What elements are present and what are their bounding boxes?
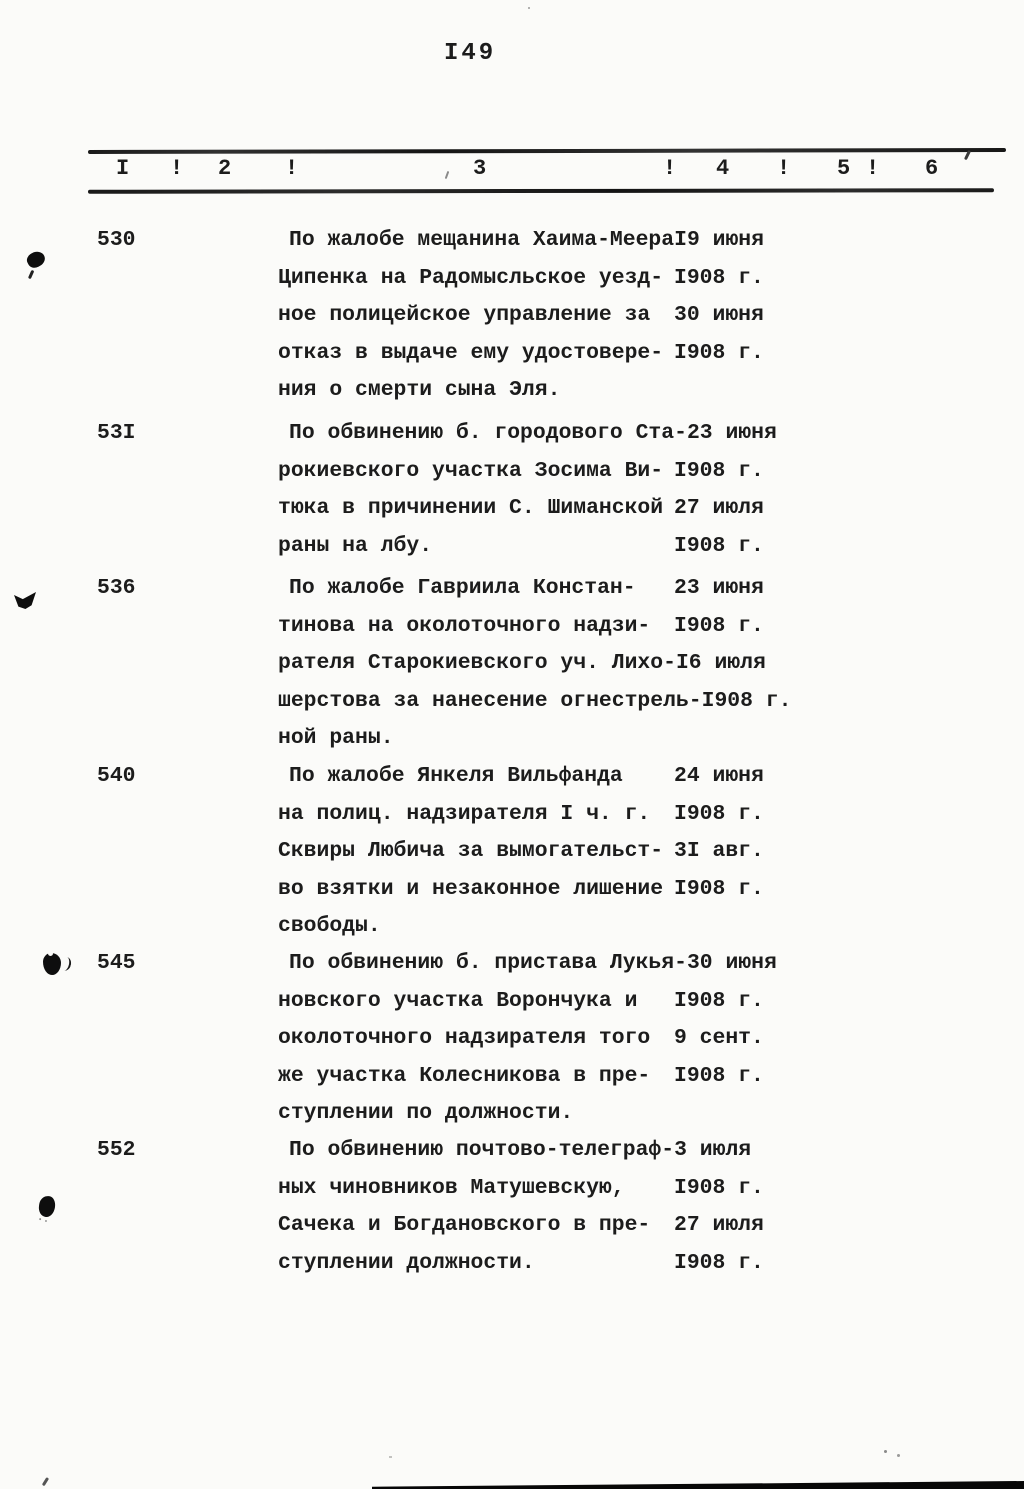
case-number: 552 <box>97 1138 136 1162</box>
case-date: I908 г. <box>674 988 764 1013</box>
inventory-entry <box>0 1132 1024 1282</box>
case-description-line: тинова на околоточного надзи- <box>278 613 651 638</box>
case-description-line: новского участка Ворончука и <box>278 988 638 1013</box>
case-date: I908 г. <box>674 1175 764 1200</box>
case-date: I908 г. <box>701 688 792 713</box>
case-date: 9 сент. <box>674 1026 764 1050</box>
column-header-1: I <box>116 156 130 181</box>
case-description-line: раны на лбу. <box>278 533 433 558</box>
column-header-6: ! <box>663 156 677 181</box>
case-description-line: во взятки и незаконное лишение <box>278 876 664 901</box>
case-description-line: свободы. <box>278 914 381 938</box>
entry-line <box>278 335 1024 373</box>
case-description-line: же участка Колесникова в пре- <box>278 1063 651 1088</box>
case-date: 27 июля <box>674 1213 764 1237</box>
entry-line <box>278 1132 1024 1170</box>
case-number: 545 <box>97 951 136 975</box>
entry-lines <box>278 570 1024 758</box>
entry-line <box>278 260 1024 298</box>
scan-speck <box>528 7 530 9</box>
case-date: 23 июня <box>674 576 764 600</box>
case-description-line: Сачека и Богдановского в пре- <box>278 1213 651 1237</box>
case-description-line: По жалобе мещанина Хаима-Меера <box>289 228 675 252</box>
entry-line <box>278 645 1024 683</box>
case-description-line: ное полицейское управление за <box>278 303 651 327</box>
entry-line <box>278 720 1024 758</box>
entry-line <box>278 758 1024 796</box>
column-header-4: ! <box>285 156 299 181</box>
case-description-line: шерстова за нанесение огнестрель- <box>278 688 702 713</box>
entry-line <box>278 1207 1024 1245</box>
entry-line <box>278 908 1024 946</box>
case-description-line: ступлении должности. <box>278 1250 535 1275</box>
entry-line <box>278 871 1024 909</box>
entry-line <box>278 528 1024 566</box>
entry-line <box>278 415 1024 453</box>
column-header-5: 3 <box>473 156 487 181</box>
column-header-11: 6 <box>925 156 939 181</box>
case-number: 530 <box>97 228 136 252</box>
entry-lines <box>278 945 1024 1133</box>
entry-line <box>278 372 1024 410</box>
case-date: I908 г. <box>674 876 764 901</box>
entry-line <box>278 796 1024 834</box>
entry-line <box>278 453 1024 491</box>
case-description-line: на полиц. надзирателя I ч. г. <box>278 801 651 826</box>
case-number: 53I <box>97 421 136 445</box>
case-date: I908 г. <box>674 613 764 638</box>
case-date: I9 июня <box>674 228 764 252</box>
case-description-line: околоточного надзирателя того <box>278 1026 651 1050</box>
case-description-line: По обвинению б. городового Ста- <box>289 421 687 445</box>
entry-line <box>278 222 1024 260</box>
case-date: 3 июля <box>674 1138 752 1162</box>
inventory-entry <box>0 758 1024 946</box>
case-description-line: отказ в выдаче ему удостовере- <box>278 340 664 365</box>
column-header-2: ! <box>170 156 184 181</box>
column-header-10: ! <box>866 156 880 181</box>
case-description-line: ступлении по должности. <box>278 1101 574 1125</box>
entry-line <box>278 1245 1024 1283</box>
case-number: 536 <box>97 576 136 600</box>
case-date: 23 июня <box>686 421 777 445</box>
entry-line <box>278 683 1024 721</box>
case-date: I908 г. <box>674 533 764 558</box>
inventory-entry <box>0 415 1024 565</box>
entry-line <box>278 945 1024 983</box>
column-header-3: 2 <box>218 156 232 181</box>
entry-line <box>278 608 1024 646</box>
case-description-line: По жалобе Янкеля Вильфанда <box>289 764 623 788</box>
case-date: I908 г. <box>674 1250 764 1275</box>
case-description-line: рокиевского участка Зосима Ви- <box>278 458 664 483</box>
case-description-line: По обвинению почтово-телеграф- <box>289 1138 675 1162</box>
entry-lines <box>278 415 1024 565</box>
case-description-line: По жалобе Гавриила Констан- <box>289 576 636 600</box>
inventory-entry <box>0 570 1024 758</box>
case-description-line: Сквиры Любича за вымогательст- <box>278 839 664 863</box>
column-header-9: 5 <box>837 156 851 181</box>
case-date: I908 г. <box>674 340 764 365</box>
case-date: 27 июля <box>674 496 764 520</box>
entry-line <box>278 1020 1024 1058</box>
case-date: I908 г. <box>674 458 764 483</box>
entry-lines <box>278 758 1024 946</box>
column-header-7: 4 <box>716 156 730 181</box>
case-description-line: ния о смерти сына Эля. <box>278 378 561 402</box>
case-description-line: тюка в причинении С. Шиманской <box>278 496 664 520</box>
entry-lines <box>278 1132 1024 1282</box>
case-date: 30 июня <box>686 951 777 975</box>
case-date: 24 июня <box>674 764 764 788</box>
entry-line <box>278 570 1024 608</box>
case-date: 30 июня <box>674 303 764 327</box>
case-description-line: ных чиновников Матушевскую, <box>278 1175 625 1200</box>
entry-line <box>278 983 1024 1021</box>
case-date: I6 июля <box>675 651 766 675</box>
case-description-line: ной раны. <box>278 726 394 750</box>
page-number: I49 <box>444 40 497 67</box>
entry-line <box>278 490 1024 528</box>
case-description-line: рателя Старокиевского уч. Лихо- <box>278 651 676 675</box>
case-date: 3I авг. <box>674 839 764 863</box>
entry-line <box>278 833 1024 871</box>
entry-line <box>278 1095 1024 1133</box>
column-header-8: ! <box>777 156 791 181</box>
scan-speck-dots <box>884 1450 887 1453</box>
case-date: I908 г. <box>674 1063 764 1088</box>
case-description-line: По обвинению б. пристава Лукья- <box>289 951 687 975</box>
entry-lines <box>278 222 1024 410</box>
inventory-entry <box>0 222 1024 410</box>
entry-line <box>278 1170 1024 1208</box>
case-date: I908 г. <box>674 801 764 826</box>
entry-line <box>278 297 1024 335</box>
entry-line <box>278 1058 1024 1096</box>
inventory-entry <box>0 945 1024 1133</box>
case-number: 540 <box>97 764 136 788</box>
case-date: I908 г. <box>674 265 764 290</box>
scan-speck <box>389 1456 392 1458</box>
case-description-line: Ципенка на Радомысльское уезд- <box>278 265 664 290</box>
